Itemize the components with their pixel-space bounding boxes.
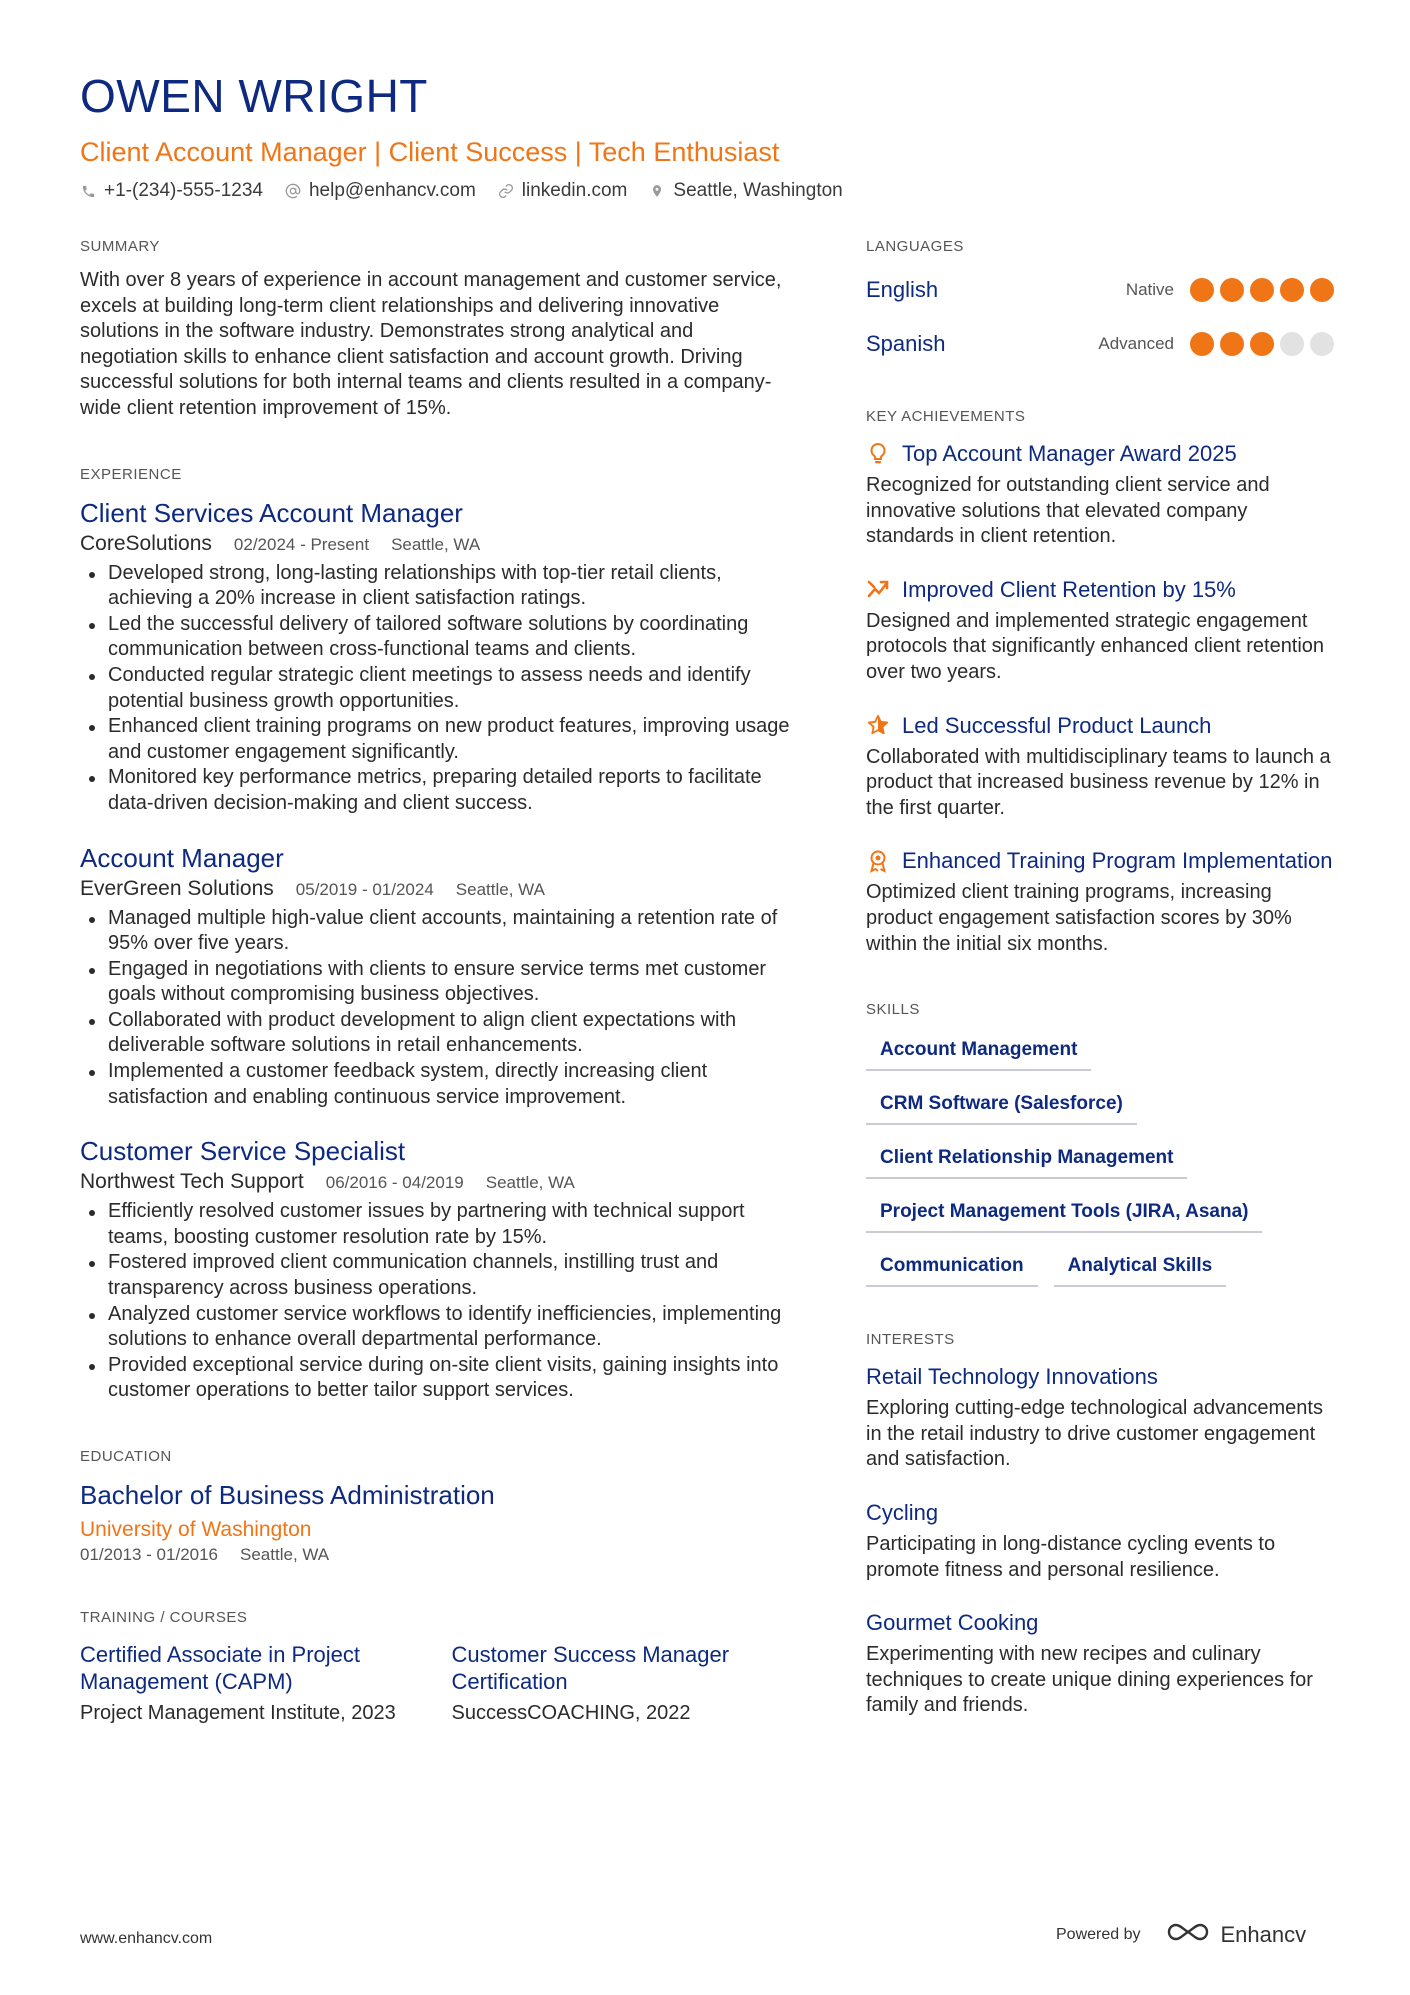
education-location: Seattle, WA bbox=[240, 1545, 330, 1564]
job-bullet: Monitored key performance metrics, preparing detailed reports to facilitate data-driven decision-making and client success. bbox=[80, 765, 795, 816]
achievement-head bbox=[866, 712, 1336, 739]
infinity-logo-icon bbox=[1165, 1920, 1211, 1950]
job-bullet: Fostered improved client communication channels, instilling trust and transparency across business operations. bbox=[80, 1250, 795, 1301]
achievements-title: KEY ACHIEVEMENTS bbox=[866, 408, 1026, 425]
education-school: University of Washington bbox=[80, 1518, 312, 1541]
achievement-title: Led Successful Product Launch bbox=[902, 712, 1212, 738]
skill-tag: Project Management Tools (JIRA, Asana) bbox=[866, 1195, 1262, 1233]
skills-title: SKILLS bbox=[866, 1001, 920, 1019]
phone-icon bbox=[80, 183, 96, 199]
summary-text: With over 8 years of experience in account management and customer service, excels at building long-term client relationships and delivering innovative solutions in the software industry. Demonstrates strong analytical and negotiation skills to enhance client satisfaction and account growth. Driving successful solutions for both internal teams and clients resulted in a company-wide client retention improvement of 15%. bbox=[80, 269, 782, 419]
job-bullet: Implemented a customer feedback system, directly increasing client satisfaction and enabling continuous service improvement. bbox=[80, 1059, 795, 1110]
interest-title: Retail Technology Innovations bbox=[866, 1364, 1158, 1390]
job-bullets bbox=[80, 906, 795, 1111]
interest-item bbox=[866, 1609, 1336, 1719]
achievement-title: Enhanced Training Program Implementation bbox=[902, 848, 1333, 874]
language-level: Native bbox=[1125, 280, 1174, 299]
language-row bbox=[866, 324, 1336, 364]
language-rating bbox=[1190, 332, 1334, 356]
rating-dot bbox=[1310, 278, 1334, 302]
language-row bbox=[866, 270, 1336, 310]
skill-tag: Communication bbox=[866, 1249, 1038, 1287]
rating-dot bbox=[1250, 332, 1274, 356]
skill-tag: Analytical Skills bbox=[1054, 1249, 1227, 1287]
rating-dot bbox=[1220, 278, 1244, 302]
course-title: Customer Success Manager Certification bbox=[451, 1642, 730, 1694]
course-list bbox=[80, 1641, 795, 1726]
job-bullet: Provided exceptional service during on-site client visits, gaining insights into customer operations to better tailor support services. bbox=[80, 1353, 795, 1404]
course-org: Project Management Institute, 2023 bbox=[80, 1702, 396, 1724]
job-bullet: Efficiently resolved customer issues by partnering with technical support teams, boosting customer resolution rate by 15%. bbox=[80, 1199, 795, 1250]
job-meta bbox=[80, 1168, 795, 1195]
interest-item bbox=[866, 1363, 1336, 1473]
location-pin-icon bbox=[649, 183, 665, 199]
job-title: Customer Service Specialist bbox=[80, 1136, 406, 1167]
job-title: Account Manager bbox=[80, 842, 284, 873]
skills-section bbox=[866, 1001, 1336, 1287]
education-section bbox=[80, 1448, 795, 1565]
left-column bbox=[80, 238, 795, 1770]
rating-dot bbox=[1310, 332, 1334, 356]
link-icon bbox=[498, 183, 514, 199]
language-name: English bbox=[866, 277, 939, 302]
job-bullet: Led the successful delivery of tailored software solutions by coordinating communication between cross-functional teams and clients. bbox=[80, 612, 795, 663]
education-meta bbox=[80, 1545, 795, 1565]
resume-header bbox=[80, 70, 1330, 204]
achievement-item bbox=[866, 576, 1336, 686]
job-entry bbox=[80, 1136, 795, 1404]
contact-location bbox=[649, 178, 842, 204]
contact-phone bbox=[80, 178, 263, 204]
job-dates: 06/2016 - 04/2019 bbox=[325, 1173, 464, 1193]
education-title: EDUCATION bbox=[80, 1448, 172, 1465]
achievement-head bbox=[866, 576, 1336, 603]
interest-item bbox=[866, 1499, 1336, 1583]
course-item bbox=[452, 1641, 796, 1726]
skill-list bbox=[866, 1033, 1336, 1287]
job-dates: 05/2019 - 01/2024 bbox=[295, 879, 434, 899]
job-bullet: Collaborated with product development to align client expectations with deliverable software solutions in retail enhancements. bbox=[80, 1008, 795, 1059]
footer-website[interactable]: www.enhancv.com bbox=[80, 1930, 213, 1947]
job-meta bbox=[80, 875, 795, 902]
achievements-section bbox=[866, 408, 1336, 957]
powered-by-text: Powered by bbox=[1056, 1926, 1141, 1943]
job-company: CoreSolutions bbox=[80, 531, 212, 555]
job-bullet: Managed multiple high-value client accounts, maintaining a retention rate of 95% over five years. bbox=[80, 906, 795, 957]
achievement-title: Improved Client Retention by 15% bbox=[902, 576, 1236, 602]
email-text[interactable]: help@enhancv.com bbox=[308, 180, 476, 201]
rating-dot bbox=[1190, 332, 1214, 356]
job-bullet: Analyzed customer service workflows to identify inefficiencies, implementing solutions to enhance overall departmental performance. bbox=[80, 1302, 795, 1353]
rating-dot bbox=[1250, 278, 1274, 302]
job-bullet: Engaged in negotiations with clients to ensure service terms met customer goals without compromising business objectives. bbox=[80, 957, 795, 1008]
contact-email[interactable] bbox=[285, 178, 476, 204]
achievement-desc: Collaborated with multidisciplinary teams to launch a product that increased business revenue by 12% in the first quarter. bbox=[866, 745, 1331, 819]
brand-name[interactable]: Enhancv bbox=[1220, 1922, 1307, 1947]
candidate-headline: Client Account Manager | Client Success | Tech Enthusiast bbox=[80, 137, 780, 167]
job-location: Seattle, WA bbox=[485, 1173, 575, 1193]
rating-dot bbox=[1190, 278, 1214, 302]
summary-section bbox=[80, 238, 795, 422]
languages-title: LANGUAGES bbox=[866, 238, 964, 255]
job-location: Seattle, WA bbox=[391, 534, 481, 554]
award-ribbon-icon bbox=[866, 847, 890, 874]
job-location: Seattle, WA bbox=[455, 879, 545, 899]
job-entry bbox=[80, 843, 795, 1111]
interest-desc: Exploring cutting-edge technological advancements in the retail industry to drive customer engagement and satisfaction. bbox=[866, 1397, 1323, 1471]
right-column bbox=[866, 238, 1336, 1763]
achievement-head bbox=[866, 440, 1336, 467]
interests-section bbox=[866, 1331, 1336, 1719]
experience-title: EXPERIENCE bbox=[80, 465, 182, 483]
job-company: EverGreen Solutions bbox=[80, 876, 274, 900]
phone-text: +1-(234)-555-1234 bbox=[104, 180, 263, 201]
experience-section bbox=[80, 466, 795, 1404]
interest-desc: Participating in long-distance cycling events to promote fitness and personal resilience. bbox=[866, 1532, 1276, 1581]
growth-arrow-icon bbox=[866, 576, 890, 603]
job-bullets bbox=[80, 561, 795, 817]
achievement-head bbox=[866, 847, 1336, 874]
course-title: Certified Associate in Project Management (CAPM) bbox=[80, 1642, 361, 1694]
interests-title: INTERESTS bbox=[866, 1331, 955, 1349]
job-bullets bbox=[80, 1199, 795, 1404]
skill-tag: Client Relationship Management bbox=[866, 1141, 1187, 1179]
rating-dot bbox=[1280, 332, 1304, 356]
job-dates: 02/2024 - Present bbox=[233, 534, 370, 554]
achievement-item bbox=[866, 847, 1336, 957]
language-rating bbox=[1190, 278, 1334, 302]
education-dates: 01/2013 - 01/2016 bbox=[80, 1545, 219, 1564]
skill-tag: CRM Software (Salesforce) bbox=[866, 1087, 1137, 1125]
linkedin-text[interactable]: linkedin.com bbox=[521, 180, 628, 201]
star-icon bbox=[866, 712, 890, 739]
job-bullet: Developed strong, long-lasting relationships with top-tier retail clients, achieving a 20% increase in client satisfaction ratings. bbox=[80, 561, 795, 612]
job-bullet: Conducted regular strategic client meetings to assess needs and identify potential business growth opportunities. bbox=[80, 663, 795, 714]
skill-tag: Account Management bbox=[866, 1033, 1091, 1071]
education-degree: Bachelor of Business Administration bbox=[80, 1480, 495, 1510]
job-company: Northwest Tech Support bbox=[80, 1170, 304, 1194]
achievement-item bbox=[866, 440, 1336, 550]
footer-branding bbox=[1056, 1920, 1306, 1950]
achievement-desc: Designed and implemented strategic engagement protocols that significantly enhanced client retention over two years. bbox=[866, 609, 1325, 683]
course-org: SuccessCOACHING, 2022 bbox=[451, 1702, 691, 1724]
achievement-desc: Optimized client training programs, increasing product engagement satisfaction scores by 30% within the initial six months. bbox=[866, 881, 1292, 955]
course-item bbox=[80, 1641, 424, 1726]
rating-dot bbox=[1280, 278, 1304, 302]
candidate-name: OWEN WRIGHT bbox=[80, 70, 428, 122]
contact-bar bbox=[80, 178, 1330, 204]
contact-linkedin[interactable] bbox=[498, 178, 628, 204]
rating-dot bbox=[1220, 332, 1244, 356]
location-text: Seattle, Washington bbox=[673, 180, 843, 201]
achievement-title: Top Account Manager Award 2025 bbox=[902, 441, 1237, 466]
interest-title: Cycling bbox=[866, 1499, 939, 1525]
lightbulb-icon bbox=[866, 440, 890, 467]
languages-section bbox=[866, 238, 1336, 364]
job-bullet: Enhanced client training programs on new product features, improving usage and customer engagement significantly. bbox=[80, 714, 795, 765]
brand-logo[interactable] bbox=[1165, 1920, 1307, 1950]
job-title: Client Services Account Manager bbox=[80, 497, 463, 528]
training-section bbox=[80, 1609, 795, 1726]
language-name: Spanish bbox=[866, 331, 946, 356]
at-sign-icon bbox=[285, 183, 301, 199]
interest-desc: Experimenting with new recipes and culinary techniques to create unique dining experiences for family and friends. bbox=[866, 1643, 1313, 1717]
summary-title: SUMMARY bbox=[80, 238, 160, 255]
interest-title: Gourmet Cooking bbox=[866, 1610, 1039, 1636]
language-level: Advanced bbox=[1098, 334, 1174, 353]
achievement-desc: Recognized for outstanding client service and innovative solutions that elevated company standards in client retention. bbox=[866, 474, 1270, 548]
training-title: TRAINING / COURSES bbox=[80, 1609, 248, 1626]
job-entry bbox=[80, 498, 795, 817]
job-meta bbox=[80, 530, 795, 557]
achievement-item bbox=[866, 712, 1336, 822]
